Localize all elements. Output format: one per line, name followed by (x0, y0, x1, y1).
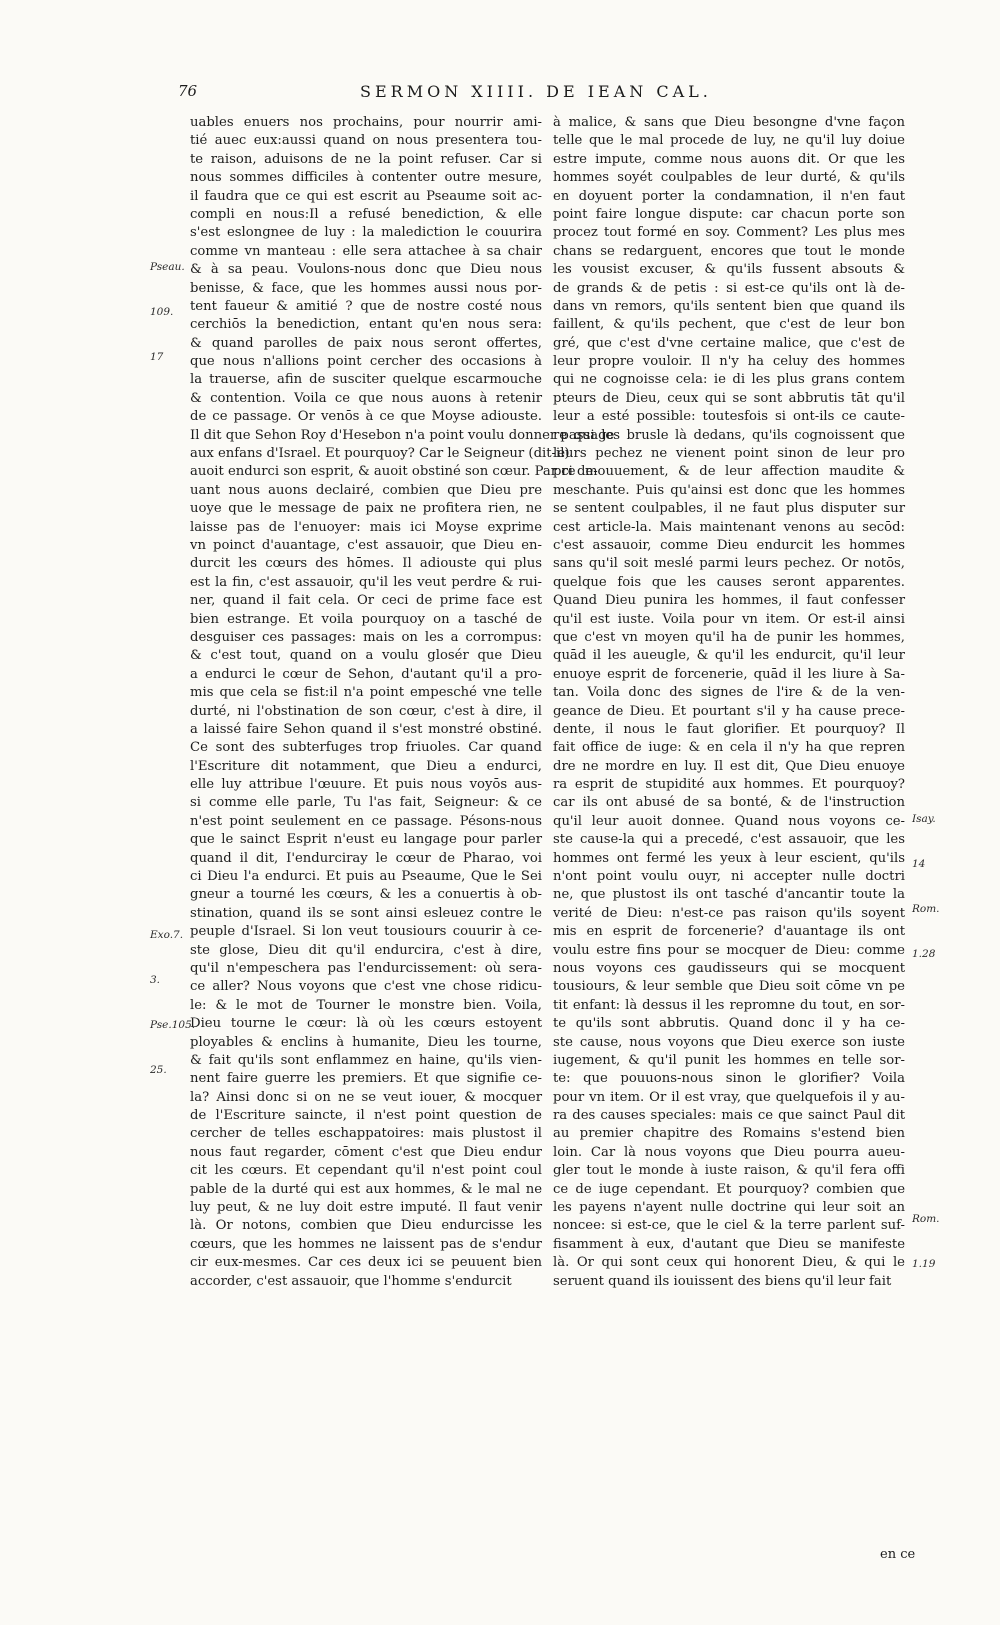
text-line: Il dit que Sehon Roy d'Hesebon n'a point voulu donner passage (190, 427, 615, 443)
text-line: stination, quand ils se sont ainsi esleuez contre le (190, 905, 542, 921)
text-line: les vousist excuser, & qu'ils fussent absouts & (553, 262, 905, 278)
text-line: cest article-la. Mais maintenant venons au secōd: (553, 519, 905, 535)
text-line: leurs pechez ne vienent point sinon de leur pro (553, 446, 905, 462)
text-line: durcit les cœurs des hōmes. Il adiouste qui plus (190, 556, 542, 572)
left-text-column (190, 114, 615, 1291)
text-line: la? Ainsi donc si on ne se veut iouer, & mocquer (190, 1089, 542, 1105)
margin-ref: 1.28 (912, 948, 936, 960)
text-line: car ils ont abusé de sa bonté, & de l'instruction (553, 795, 905, 811)
margin-ref: 25. (150, 1064, 167, 1076)
text-line: quelque fois que les causes seront apparentes. (553, 574, 905, 590)
text-line: uant nous auons declairé, combien que Dieu pre (190, 482, 542, 498)
text-line: là. Or qui sont ceux qui honorent Dieu, & qui le (553, 1255, 905, 1271)
text-line: geance de Dieu. Et pourtant s'il y ha cause prece- (553, 703, 905, 719)
catchword: en ce (880, 1547, 916, 1562)
text-line: a endurci le cœur de Sehon, d'autant qu'il a pro- (190, 666, 542, 682)
text-line: au premier chapitre des Romains s'estend bien (553, 1126, 905, 1142)
text-line: & quand parolles de paix nous seront offertes, (190, 335, 542, 351)
margin-note-right (912, 1182, 972, 1302)
text-line: & fait qu'ils sont enflammez en haine, qu'ils vien- (190, 1052, 542, 1068)
text-line: gler tout le monde à iuste raison, & qu'il fera offi (553, 1163, 905, 1179)
margin-note-left (150, 898, 196, 1108)
text-line: en doyuent porter la condamnation, il n'en faut (553, 188, 905, 204)
text-line: tié auec eux:aussi quand on nous presentera tou- (190, 133, 542, 149)
text-line: quād il les aueugle, & qu'il les endurcit, qu'il leur (553, 648, 905, 664)
text-line: qu'il est iuste. Voila pour vn item. Or est-il ainsi (553, 611, 905, 627)
text-line: procez tout formé en soy. Comment? Les plus mes (553, 225, 905, 241)
text-line: leur propre vouloir. Il n'y ha celuy des hommes (553, 354, 905, 370)
text-line: ce de iuge cependant. Et pourquoy? combien que (553, 1181, 905, 1197)
text-line: leur a esté possible: toutesfois si ont-ils ce caute- (553, 409, 905, 425)
text-line: seruent quand ils iouissent des biens qu'il leur fait (553, 1273, 892, 1289)
text-line: iugement, & qu'il punit les hommes en telle sor- (553, 1052, 905, 1068)
text-line: tit enfant: là dessus il les repromne du tout, en sor- (553, 997, 905, 1013)
text-line: & c'est tout, quand on a voulu glosér que Dieu (190, 648, 542, 664)
text-line: Ce sont des subterfuges trop friuoles. Car quand (190, 740, 542, 756)
text-line: nous voyons ces gaudisseurs qui se mocquent (553, 960, 905, 976)
margin-ref: Rom. (912, 903, 940, 915)
text-line: & contention. Voila ce que nous auons à retenir (190, 390, 542, 406)
text-line: cir eux-mesmes. Car ces deux ici se peuuent bien (190, 1255, 542, 1271)
text-line: voulu estre fins pour se mocquer de Dieu: comme (553, 942, 905, 958)
text-line: compli en nous:Il a refusé benediction, & elle (190, 206, 542, 222)
text-line: que nous n'allions point cercher des occasions à (190, 354, 542, 370)
text-line: que c'est vn moyen qu'il ha de punir les hommes, (553, 629, 905, 645)
text-line: vn poinct d'auantage, c'est assauoir, que Dieu en- (190, 537, 542, 553)
margin-ref: Exo.7. (150, 929, 184, 941)
text-line: ra esprit de stupidité aux hommes. Et pourquoy? (553, 777, 905, 793)
text-line: meschante. Puis qu'ainsi est donc que les hommes (553, 482, 905, 498)
right-text-column (553, 114, 905, 1291)
text-line: n'est point seulement en ce passage. Pésons-nous (190, 813, 542, 829)
text-line: accorder, c'est assauoir, que l'homme s'endurcit (190, 1273, 512, 1289)
text-line: tousiours, & leur semble que Dieu soit cōme vn pe (553, 979, 905, 995)
text-line: cit les cœurs. Et cependant qu'il n'est point coul (190, 1163, 542, 1179)
text-line: chans se redarguent, encores que tout le monde (553, 243, 905, 259)
margin-ref: Isay. (912, 813, 936, 825)
text-line: cercher de telles eschappatoires: mais plustost il (190, 1126, 542, 1142)
text-line: il faudra que ce qui est escrit au Pseaume soit ac- (190, 188, 542, 204)
margin-ref: Pse.105. (150, 1019, 196, 1031)
margin-ref: Rom. (912, 1213, 940, 1225)
margin-ref: 1.19 (912, 1258, 936, 1270)
text-line: aux enfans d'Israel. Et pourquoy? Car le Seigneur (dit-il) (190, 446, 570, 462)
text-line: loin. Car là nous voyons que Dieu pourra aueu- (553, 1144, 905, 1160)
text-line: peuple d'Israel. Si lon veut tousiours couurir à ce- (190, 924, 542, 940)
text-line: dre ne mordre en luy. Il est dit, Que Dieu enuoye (553, 758, 905, 774)
text-line: de l'Escriture saincte, il n'est point question de (190, 1108, 542, 1124)
text-line: de grands & de petis : si est-ce qu'ils ont là de- (553, 280, 905, 296)
text-line: ci Dieu l'a endurci. Et puis au Pseaume, Que le Sei (190, 869, 542, 885)
text-line: mis en esprit de forcenerie? d'auantage ils ont (553, 924, 905, 940)
text-line: qui ne cognoisse cela: ie di les plus grans contem (553, 372, 905, 388)
margin-ref: 109. (150, 306, 174, 318)
text-line: laisse pas de l'enuoyer: mais ici Moyse exprime (190, 519, 542, 535)
margin-ref: 3. (150, 974, 161, 986)
text-line: l'Escriture dit notamment, que Dieu a endurci, (190, 758, 542, 774)
text-line: hommes ont fermé les yeux à leur escient, qu'ils (553, 850, 905, 866)
text-line: c'est assauoir, comme Dieu endurcit les hommes (553, 537, 905, 553)
text-line: tan. Voila donc des signes de l'ire & de la ven- (553, 685, 905, 701)
text-line: ste glose, Dieu dit qu'il endurcira, c'est à dire, (190, 942, 542, 958)
text-line: durté, ni l'obstination de son cœur, c'est à dire, il (190, 703, 542, 719)
text-line: telle que le mal procede de luy, ne qu'il luy doiue (553, 133, 905, 149)
text-line: pable de la durté qui est aux hommes, & le mal ne (190, 1181, 542, 1197)
text-line: uables enuers nos prochains, pour nourrir ami- (190, 115, 542, 130)
page-number: 76 (178, 82, 198, 100)
margin-ref: 17 (150, 351, 164, 363)
text-line: là. Or notons, combien que Dieu endurcisse les (190, 1218, 542, 1234)
text-line: les payens n'ayent nulle doctrine qui leur soit an (553, 1200, 905, 1216)
margin-note-right (912, 782, 972, 992)
text-line: de ce passage. Or venōs à ce que Moyse adiouste. (190, 409, 542, 425)
text-line: estre impute, comme nous auons dit. Or que les (553, 151, 905, 167)
text-line: nous faut regarder, cōment c'est que Dieu endur (190, 1144, 542, 1160)
text-line: luy peut, & ne luy doit estre imputé. Il faut venir (190, 1200, 542, 1216)
text-line: à malice, & sans que Dieu besongne d'vne façon (553, 115, 905, 130)
text-line: re qui les brusle là dedans, qu'ils cognoissent que (553, 427, 905, 443)
text-line: Dieu tourne le cœur: là où les cœurs estoyent (190, 1016, 542, 1032)
text-line: hommes soyét coulpables de leur durté, & qu'ils (553, 170, 905, 186)
text-line: cœurs, que les hommes ne laissent pas de s'endur (190, 1236, 542, 1252)
text-line: ste cause-la qui a precedé, c'est assauoir, que les (553, 832, 905, 848)
text-line: que le sainct Esprit n'eust eu langage pour parler (190, 832, 542, 848)
text-line: cerchiōs la benediction, entant qu'en nous sera: (190, 317, 542, 333)
text-line: benisse, & face, que les hommes aussi nous por- (190, 280, 542, 296)
text-line: sans qu'il soit meslé parmi leurs pechez. Or notōs, (553, 556, 905, 572)
text-line: gneur a tourné les cœurs, & les a conuertis à ob- (190, 887, 542, 903)
text-line: la trauerse, afin de susciter quelque escarmouche (190, 372, 542, 388)
text-line: dente, il nous le faut glorifier. Et pourquoy? Il (553, 721, 905, 737)
text-line: uoye que le message de paix ne profitera rien, ne (190, 501, 542, 517)
text-line: ner, quand il fait cela. Or ceci de prime face est (190, 593, 542, 609)
text-line: te raison, aduisons de ne la point refuser. Car si (190, 151, 542, 167)
text-line: bien estrange. Et voila pourquoy on a tasché de (190, 611, 542, 627)
text-line: s'est eslongnee de luy : la malediction le couurira (190, 225, 542, 241)
text-line: qu'il n'empeschera pas l'endurcissement: où sera- (190, 960, 542, 976)
text-line: enuoye esprit de forcenerie, quād il les liure à Sa- (553, 666, 905, 682)
text-line: ra des causes speciales: mais ce que sainct Paul dit (553, 1108, 905, 1124)
text-line: ste cause, nous voyons que Dieu exerce son iuste (553, 1034, 905, 1050)
text-line: faillent, & qu'ils pechent, que c'est de leur bon (553, 317, 905, 333)
text-line: te: que pouuons-nous sinon le glorifier? Voila (553, 1071, 905, 1087)
margin-ref: 14 (912, 858, 926, 870)
text-line: n'ont point voulu ouyr, ni accepter nulle doctri (553, 869, 905, 885)
text-line: Quand Dieu punira les hommes, il faut confesser (553, 593, 905, 609)
text-line: fisamment à eux, d'autant que Dieu se manifeste (553, 1236, 905, 1252)
text-line: te qu'ils sont abbrutis. Quand donc il y ha ce- (553, 1016, 905, 1032)
text-line: nent faire guerre les premiers. Et que signifie ce- (190, 1071, 542, 1087)
text-line: pteurs de Dieu, ceux qui se sont abbrutis tāt qu'il (553, 390, 905, 406)
text-line: a laissé faire Sehon quand il s'est monstré obstiné. (190, 721, 542, 737)
text-line: est la fin, c'est assauoir, qu'il les veut perdre & rui- (190, 574, 542, 590)
text-line: nous sommes difficiles à contenter outre mesure, (190, 170, 542, 186)
text-line: le: & le mot de Tourner le monstre bien. Voila, (190, 997, 542, 1013)
text-line: qu'il leur auoit donnee. Quand nous voyons ce- (553, 813, 905, 829)
text-line: gré, que c'est d'vne certaine malice, que c'est de (553, 335, 905, 351)
text-line: se sentent coulpables, il ne faut plus disputer sur (553, 501, 905, 517)
text-line: noncee: si est-ce, que le ciel & la terre parlent suf- (553, 1218, 905, 1234)
text-line: auoit endurci son esprit, & auoit obstiné son cœur. Par ci de- (190, 464, 598, 480)
text-line: comme vn manteau : elle sera attachee à sa chair (190, 243, 542, 259)
text-line: elle luy attribue l'œuure. Et puis nous voyōs aus- (190, 777, 542, 793)
text-line: verité de Dieu: n'est-ce pas raison qu'ils soyent (553, 905, 905, 921)
text-line: ce aller? Nous voyons que c'est vne chose ridicu- (190, 979, 542, 995)
text-line: si comme elle parle, Tu l'as fait, Seigneur: & ce (190, 795, 542, 811)
text-line: fait office de iuge: & en cela il n'y ha que repren (553, 740, 905, 756)
text-line: ne, que plustost ils ont tasché d'ancantir toute la (553, 887, 905, 903)
margin-note-left (150, 230, 190, 395)
margin-ref: Pseau. (150, 261, 185, 273)
text-line: ployables & enclins à humanite, Dieu les tourne, (190, 1034, 542, 1050)
text-line: pour vn item. Or il est vray, que quelquefois il y au- (553, 1089, 905, 1105)
text-line: desguiser ces passages: mais on les a corrompus: (190, 629, 542, 645)
text-line: point faire longue dispute: car chacun porte son (553, 206, 905, 222)
text-line: quand il dit, I'endurciray le cœur de Pharao, voi (190, 850, 542, 866)
text-line: pre mouuement, & de leur affection maudite & (553, 464, 905, 480)
text-line: mis que cela se fist:il n'a point empesché vne telle (190, 685, 542, 701)
running-head: SERMON XIIII. DE IEAN CAL. (360, 82, 712, 101)
text-line: tent faueur & amitié ? que de nostre costé nous (190, 298, 542, 314)
text-line: dans vn remors, qu'ils sentent bien que quand ils (553, 298, 905, 314)
text-line: & à sa peau. Voulons-nous donc que Dieu nous (190, 262, 542, 278)
